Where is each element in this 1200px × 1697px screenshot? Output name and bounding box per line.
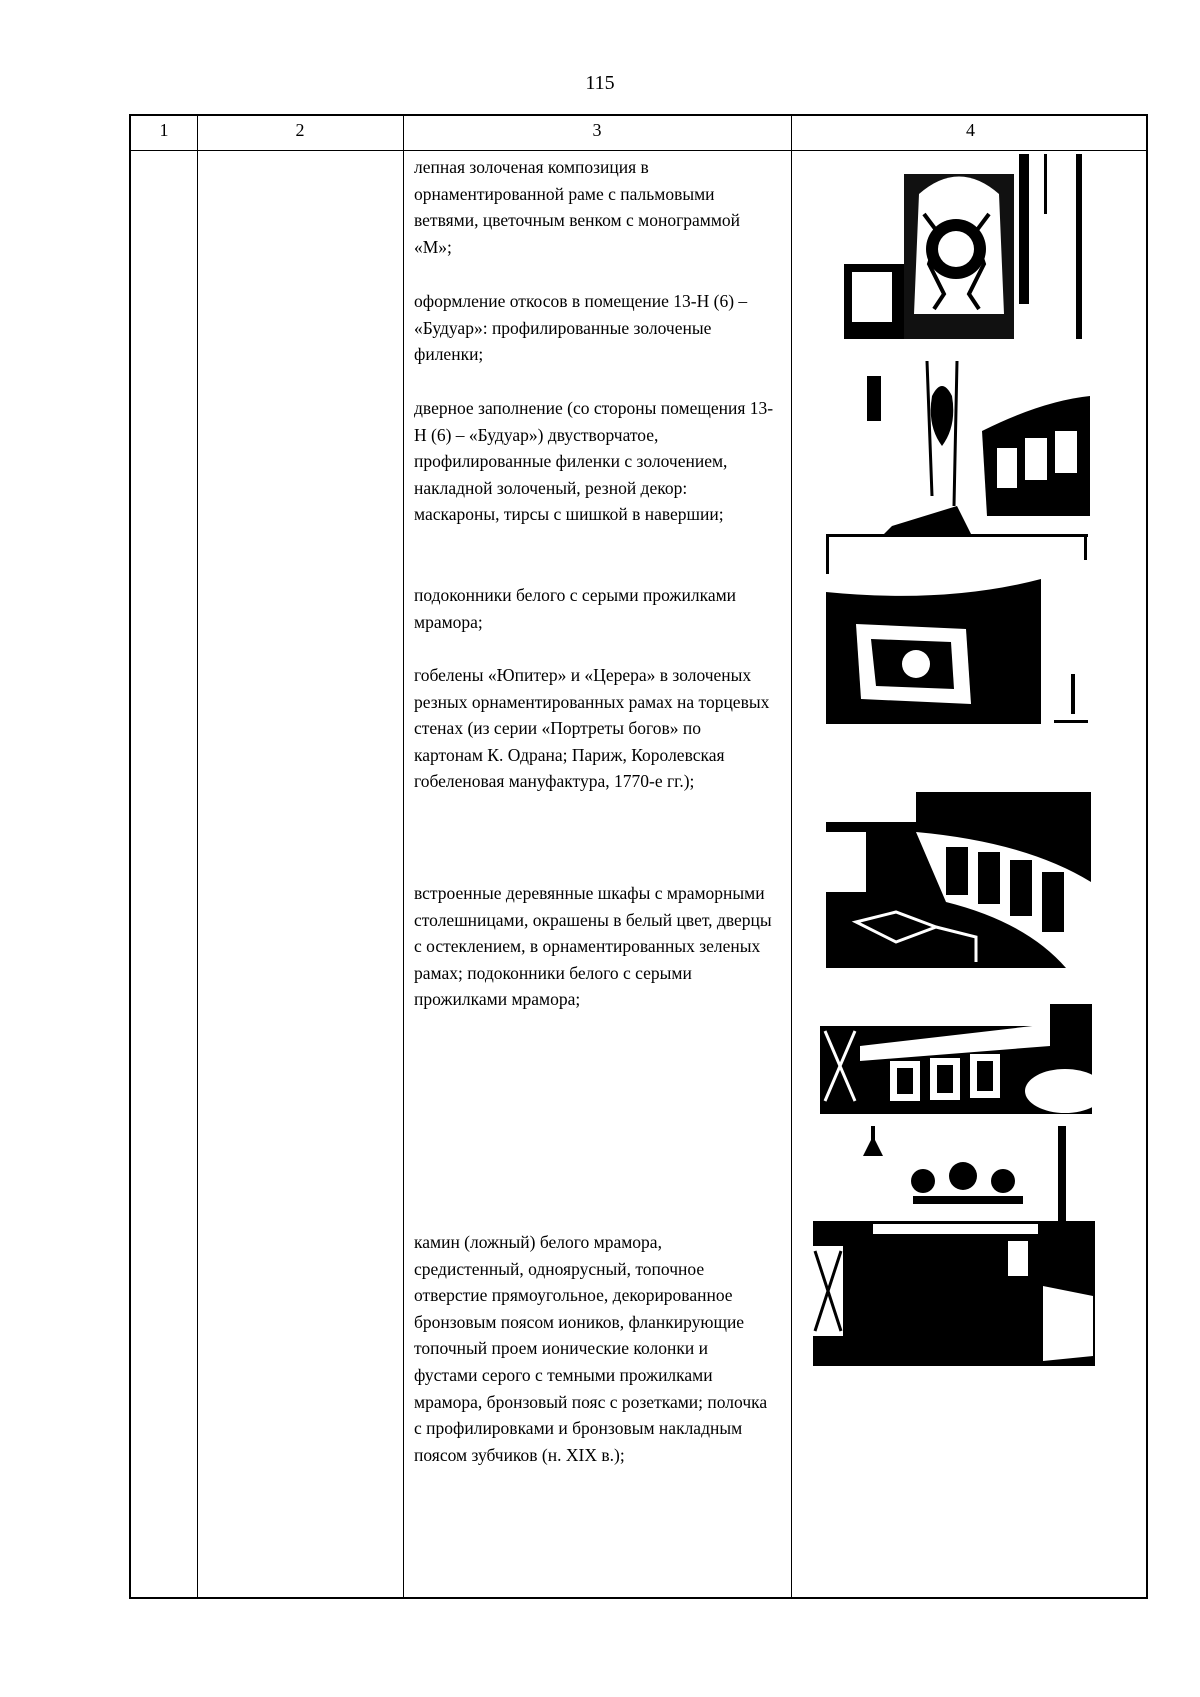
photo-cabinets-detail	[820, 986, 1092, 1114]
description-paragraph: камин (ложный) белого мрамора, средистенный, одноярусный, топочное отверстие прямоугольное, декорированное бронзовым поясом иоников, фланкирующие топочный проем ионические колонки и фустами серого с темными прожилками мрамора, бронзовый пояс с розетками; полочка с профилировками и бронзовым накладным поясом зубчиков (н. XIX в.);	[414, 1232, 768, 1465]
column-header-3: 3	[592, 120, 602, 140]
header-divider	[131, 150, 1146, 151]
description-paragraph: лепная золоченая композиция в орнаментированной раме с пальмовыми ветвями, цветочным венком с монограммой «М»;	[414, 157, 741, 257]
page-number: 115	[585, 72, 615, 94]
column-header-4: 4	[966, 120, 975, 140]
description-paragraph: подоконники белого с серыми прожилками мрамора;	[414, 585, 737, 632]
column-divider-1	[197, 116, 198, 1597]
description-paragraph: дверное заполнение (со стороны помещения 13-Н (6) – «Будуар») двустворчатое, профилированные филенки с золочением, накладной золоченый, резной декор: маскароны, тирсы с шишкой в навершии;	[414, 398, 774, 525]
inventory-table	[129, 114, 1148, 1599]
column-header-1: 1	[159, 120, 169, 140]
description-paragraph: гобелены «Юпитер» и «Церера» в золоченых резных орнаментированных рамах на торцевых стенах (из серии «Портреты богов» по картонам К. Одрана; Париж, Королевская гобеленовая мануфактура, 1770-е гг.);	[414, 665, 770, 792]
description-paragraph: оформление откосов в помещение 13-Н (6) – «Будуар»: профилированные золоченые филенки;	[414, 291, 748, 365]
photo-door-jamb	[862, 356, 1090, 536]
photo-gilded-composition	[844, 154, 1090, 339]
photo-tapestry	[826, 534, 1088, 726]
photo-fireplace	[813, 1126, 1095, 1366]
photo-cabinets	[826, 772, 1091, 968]
column-divider-2	[403, 116, 404, 1597]
description-paragraph: встроенные деревянные шкафы с мраморными столешницами, окрашены в белый цвет, дверцы с остеклением, в орнаментированных зеленых рамах; подоконники белого с серыми прожилками мрамора;	[414, 883, 772, 1010]
column-header-2: 2	[295, 120, 305, 140]
column-divider-3	[791, 116, 792, 1597]
